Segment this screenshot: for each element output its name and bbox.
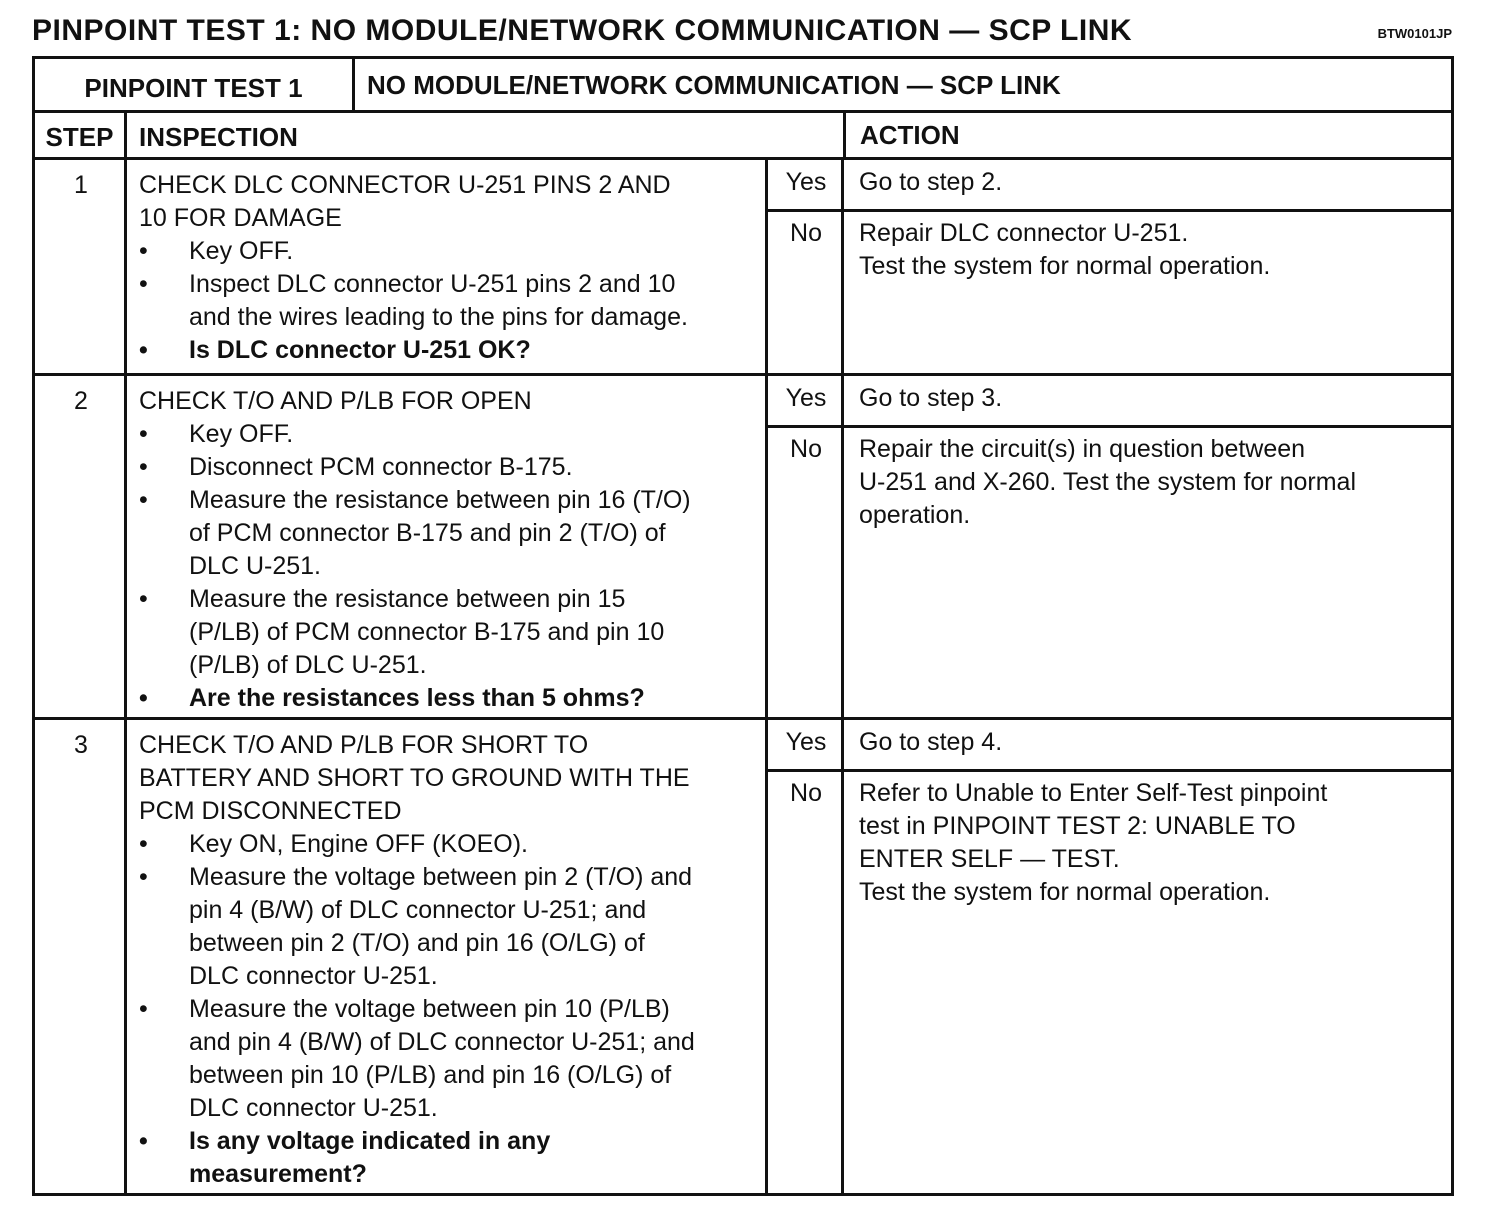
action-column-divider — [841, 157, 844, 1193]
yes-no-divider — [765, 425, 1451, 428]
inspection-bullet: • Measure the resistance between pin 15 (P/LB) of PCM connector B-175 and pin 10 (P/LB) of DLC U-251. — [139, 583, 691, 682]
test-name-cell: NO MODULE/NETWORK COMMUNICATION — SCP LINK — [367, 70, 1061, 100]
inspection-bullet-list — [139, 418, 691, 715]
no-action: Repair DLC connector U-251. Test the system for normal operation. — [859, 219, 1271, 280]
inspection-question: • Are the resistances less than 5 ohms? — [139, 682, 691, 715]
table-title-row — [35, 59, 1451, 113]
column-header-row — [35, 113, 1451, 159]
inspection-question: • Is any voltage indicated in any measurement? — [139, 1125, 695, 1191]
step-row-divider — [35, 373, 1451, 376]
no-action: Repair the circuit(s) in question between U-251 and X-260. Test the system for normal operation. — [859, 435, 1356, 529]
inspection-column-header: INSPECTION — [139, 122, 298, 152]
inspection-bullet: • Measure the voltage between pin 10 (P/LB) and pin 4 (B/W) of DLC connector U-251; and between pin 10 (P/LB) and pin 16 (O/LG) of DLC connector U-251. — [139, 993, 695, 1125]
yes-no-divider — [765, 209, 1451, 212]
yes-action: Go to step 4. — [859, 728, 1003, 756]
inspection-bullet: • Key ON, Engine OFF (KOEO). — [139, 828, 695, 861]
step-number: 1 — [74, 171, 88, 199]
step-number: 2 — [74, 387, 88, 415]
step-heading: CHECK T/O AND P/LB FOR OPEN — [139, 387, 532, 415]
test-label-cell: PINPOINT TEST 1 — [35, 59, 355, 110]
no-label: No — [790, 219, 822, 247]
no-label: No — [790, 779, 822, 807]
inspection-question: • Is DLC connector U-251 OK? — [139, 334, 688, 367]
inspection-bullet: • Measure the voltage between pin 2 (T/O) and pin 4 (B/W) of DLC connector U-251; and between pin 2 (T/O) and pin 16 (O/LG) of DLC connector U-251. — [139, 861, 695, 993]
inspection-bullet: • Measure the resistance between pin 16 (T/O) of PCM connector B-175 and pin 2 (T/O) of DLC U-251. — [139, 484, 691, 583]
yes-label: Yes — [785, 168, 827, 196]
yes-action: Go to step 2. — [859, 168, 1003, 196]
inspection-bullet-list — [139, 235, 688, 367]
yes-no-divider — [765, 769, 1451, 772]
inspection-bullet-list — [139, 828, 695, 1191]
step-row-divider — [35, 717, 1451, 720]
yes-action: Go to step 3. — [859, 384, 1003, 412]
inspection-bullet: • Key OFF. — [139, 235, 688, 268]
header-divider — [35, 157, 1451, 160]
step-heading: CHECK DLC CONNECTOR U-251 PINS 2 AND 10 FOR DAMAGE — [139, 171, 671, 232]
action-column-header: ACTION — [843, 113, 1451, 159]
no-label: No — [790, 435, 822, 463]
step-column-divider — [124, 113, 127, 1193]
no-action: Refer to Unable to Enter Self-Test pinpoint test in PINPOINT TEST 2: UNABLE TO ENTER SELF — TEST. Test the system for normal operation. — [859, 779, 1328, 906]
yesno-column-divider — [765, 157, 768, 1193]
document-code: BTW0101JP — [1377, 26, 1452, 41]
inspection-bullet: • Key OFF. — [139, 418, 691, 451]
step-heading: CHECK T/O AND P/LB FOR SHORT TO BATTERY AND SHORT TO GROUND WITH THE PCM DISCONNECTED — [139, 731, 690, 825]
yes-label: Yes — [785, 384, 827, 412]
yes-label: Yes — [785, 728, 827, 756]
inspection-bullet: • Inspect DLC connector U-251 pins 2 and 10 and the wires leading to the pins for damage. — [139, 268, 688, 334]
step-number: 3 — [74, 731, 88, 759]
inspection-bullet: • Disconnect PCM connector B-175. — [139, 451, 691, 484]
page-title: PINPOINT TEST 1: NO MODULE/NETWORK COMMUNICATION — SCP LINK — [32, 14, 1133, 47]
pinpoint-table — [32, 56, 1454, 1196]
step-column-header: STEP — [35, 113, 127, 159]
